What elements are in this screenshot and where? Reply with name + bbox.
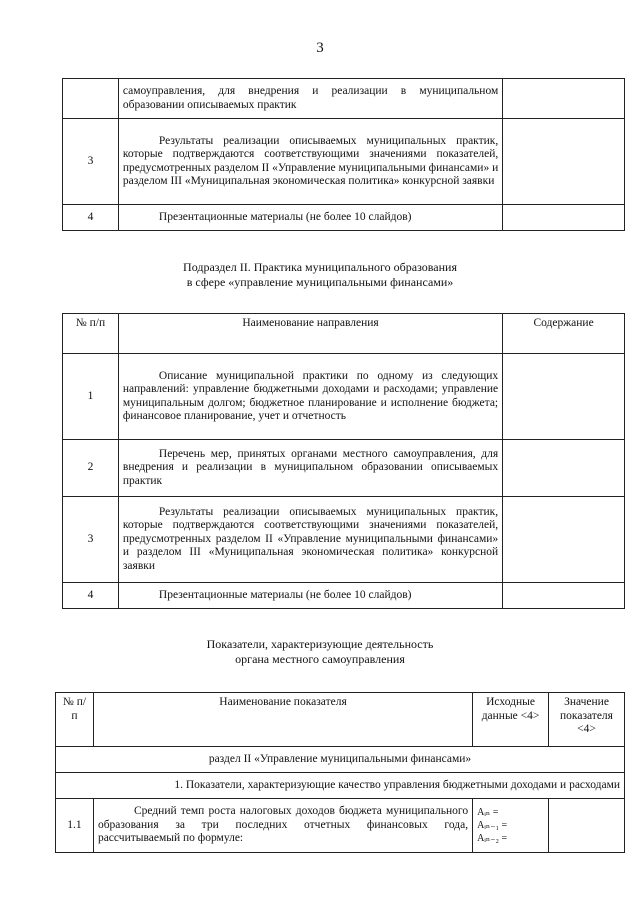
table-row [63,119,625,205]
row-text: Результаты реализации описываемых муниципальных практик, которые подтверждаются соответствующими значениями показателей, предусмотренных разделом II «Управление муниципальными финансами» и разделом III «Муниципальная экономическая политика» конкурсной заявки [118,497,502,583]
subsection-title-line1: Подраздел II. Практика муниципального образования [183,260,457,274]
row-number: 3 [63,497,119,583]
source-data-cell [473,799,549,853]
row-number [63,79,119,119]
header-number: № п/п [56,693,94,747]
section-title: раздел II «Управление муниципальными финансами» [56,747,625,773]
table-row [63,354,625,440]
practice-table [62,313,625,609]
table-row [63,79,625,119]
row-number: 4 [63,583,119,609]
table-row [63,583,625,609]
table-row [63,205,625,231]
header-indicator-name: Наименование показателя [93,693,472,747]
row-content-cell [503,119,625,205]
indicators-title [0,637,640,667]
source-line: Aᵢₙ₋₁ = [477,820,508,831]
table-row [56,799,625,853]
header-content: Содержание [503,314,625,354]
header-direction: Наименование направления [118,314,502,354]
indicators-table [55,692,625,853]
header-number: № п/п [63,314,119,354]
header-indicator-value: Значение показателя <4> [549,693,625,747]
row-number: 4 [63,205,119,231]
row-text: самоуправления, для внедрения и реализации в муниципальном образовании описываемых практик [118,79,502,119]
row-text: Презентационные материалы (не более 10 слайдов) [118,205,502,231]
group-title: 1. Показатели, характеризующие качество управления бюджетными доходами и расходами [56,773,625,799]
row-content-cell [503,79,625,119]
source-line: Aᵢₙ = [477,807,499,818]
practice-table-continuation [62,78,625,231]
row-text: Презентационные материалы (не более 10 слайдов) [118,583,502,609]
header-source-data: Исходные данные <4> [473,693,549,747]
subsection-title [0,260,640,290]
row-text: Средний темп роста налоговых доходов бюджета муниципального образования за три последних отчетных финансовых года, рассчитываемый по формуле: [93,799,472,853]
row-number: 1.1 [56,799,94,853]
source-line: Aᵢₙ₋₂ = [477,833,508,844]
row-content-cell [503,354,625,440]
table-row [63,440,625,497]
section-row [56,747,625,773]
row-text: Описание муниципальной практики по одному из следующих направлений: управление бюджетными доходами и расходами; управление муниципальным долгом; бюджетное планирование и исполнение бюджета; финансовое планирование, учет и отчетность [118,354,502,440]
page-number: 3 [316,40,324,56]
row-number: 3 [63,119,119,205]
row-content-cell [503,583,625,609]
indicator-value-cell [549,799,625,853]
row-number: 2 [63,440,119,497]
indicators-title-line1: Показатели, характеризующие деятельность [206,637,434,651]
subsection-title-line2: в сфере «управление муниципальными финансами» [186,275,454,289]
table-row [63,497,625,583]
row-text: Перечень мер, принятых органами местного самоуправления, для внедрения и реализации в муниципальном образовании описываемых практик [118,440,502,497]
indicators-title-line2: органа местного самоуправления [235,652,405,666]
table-header-row [63,314,625,354]
row-text: Результаты реализации описываемых муниципальных практик, которые подтверждаются соответствующими значениями показателей, предусмотренных разделом II «Управление муниципальными финансами» и разделом III «Муниципальная экономическая политика» конкурсной заявки [118,119,502,205]
table-header-row [56,693,625,747]
row-content-cell [503,440,625,497]
row-content-cell [503,205,625,231]
group-row [56,773,625,799]
row-content-cell [503,497,625,583]
row-number: 1 [63,354,119,440]
